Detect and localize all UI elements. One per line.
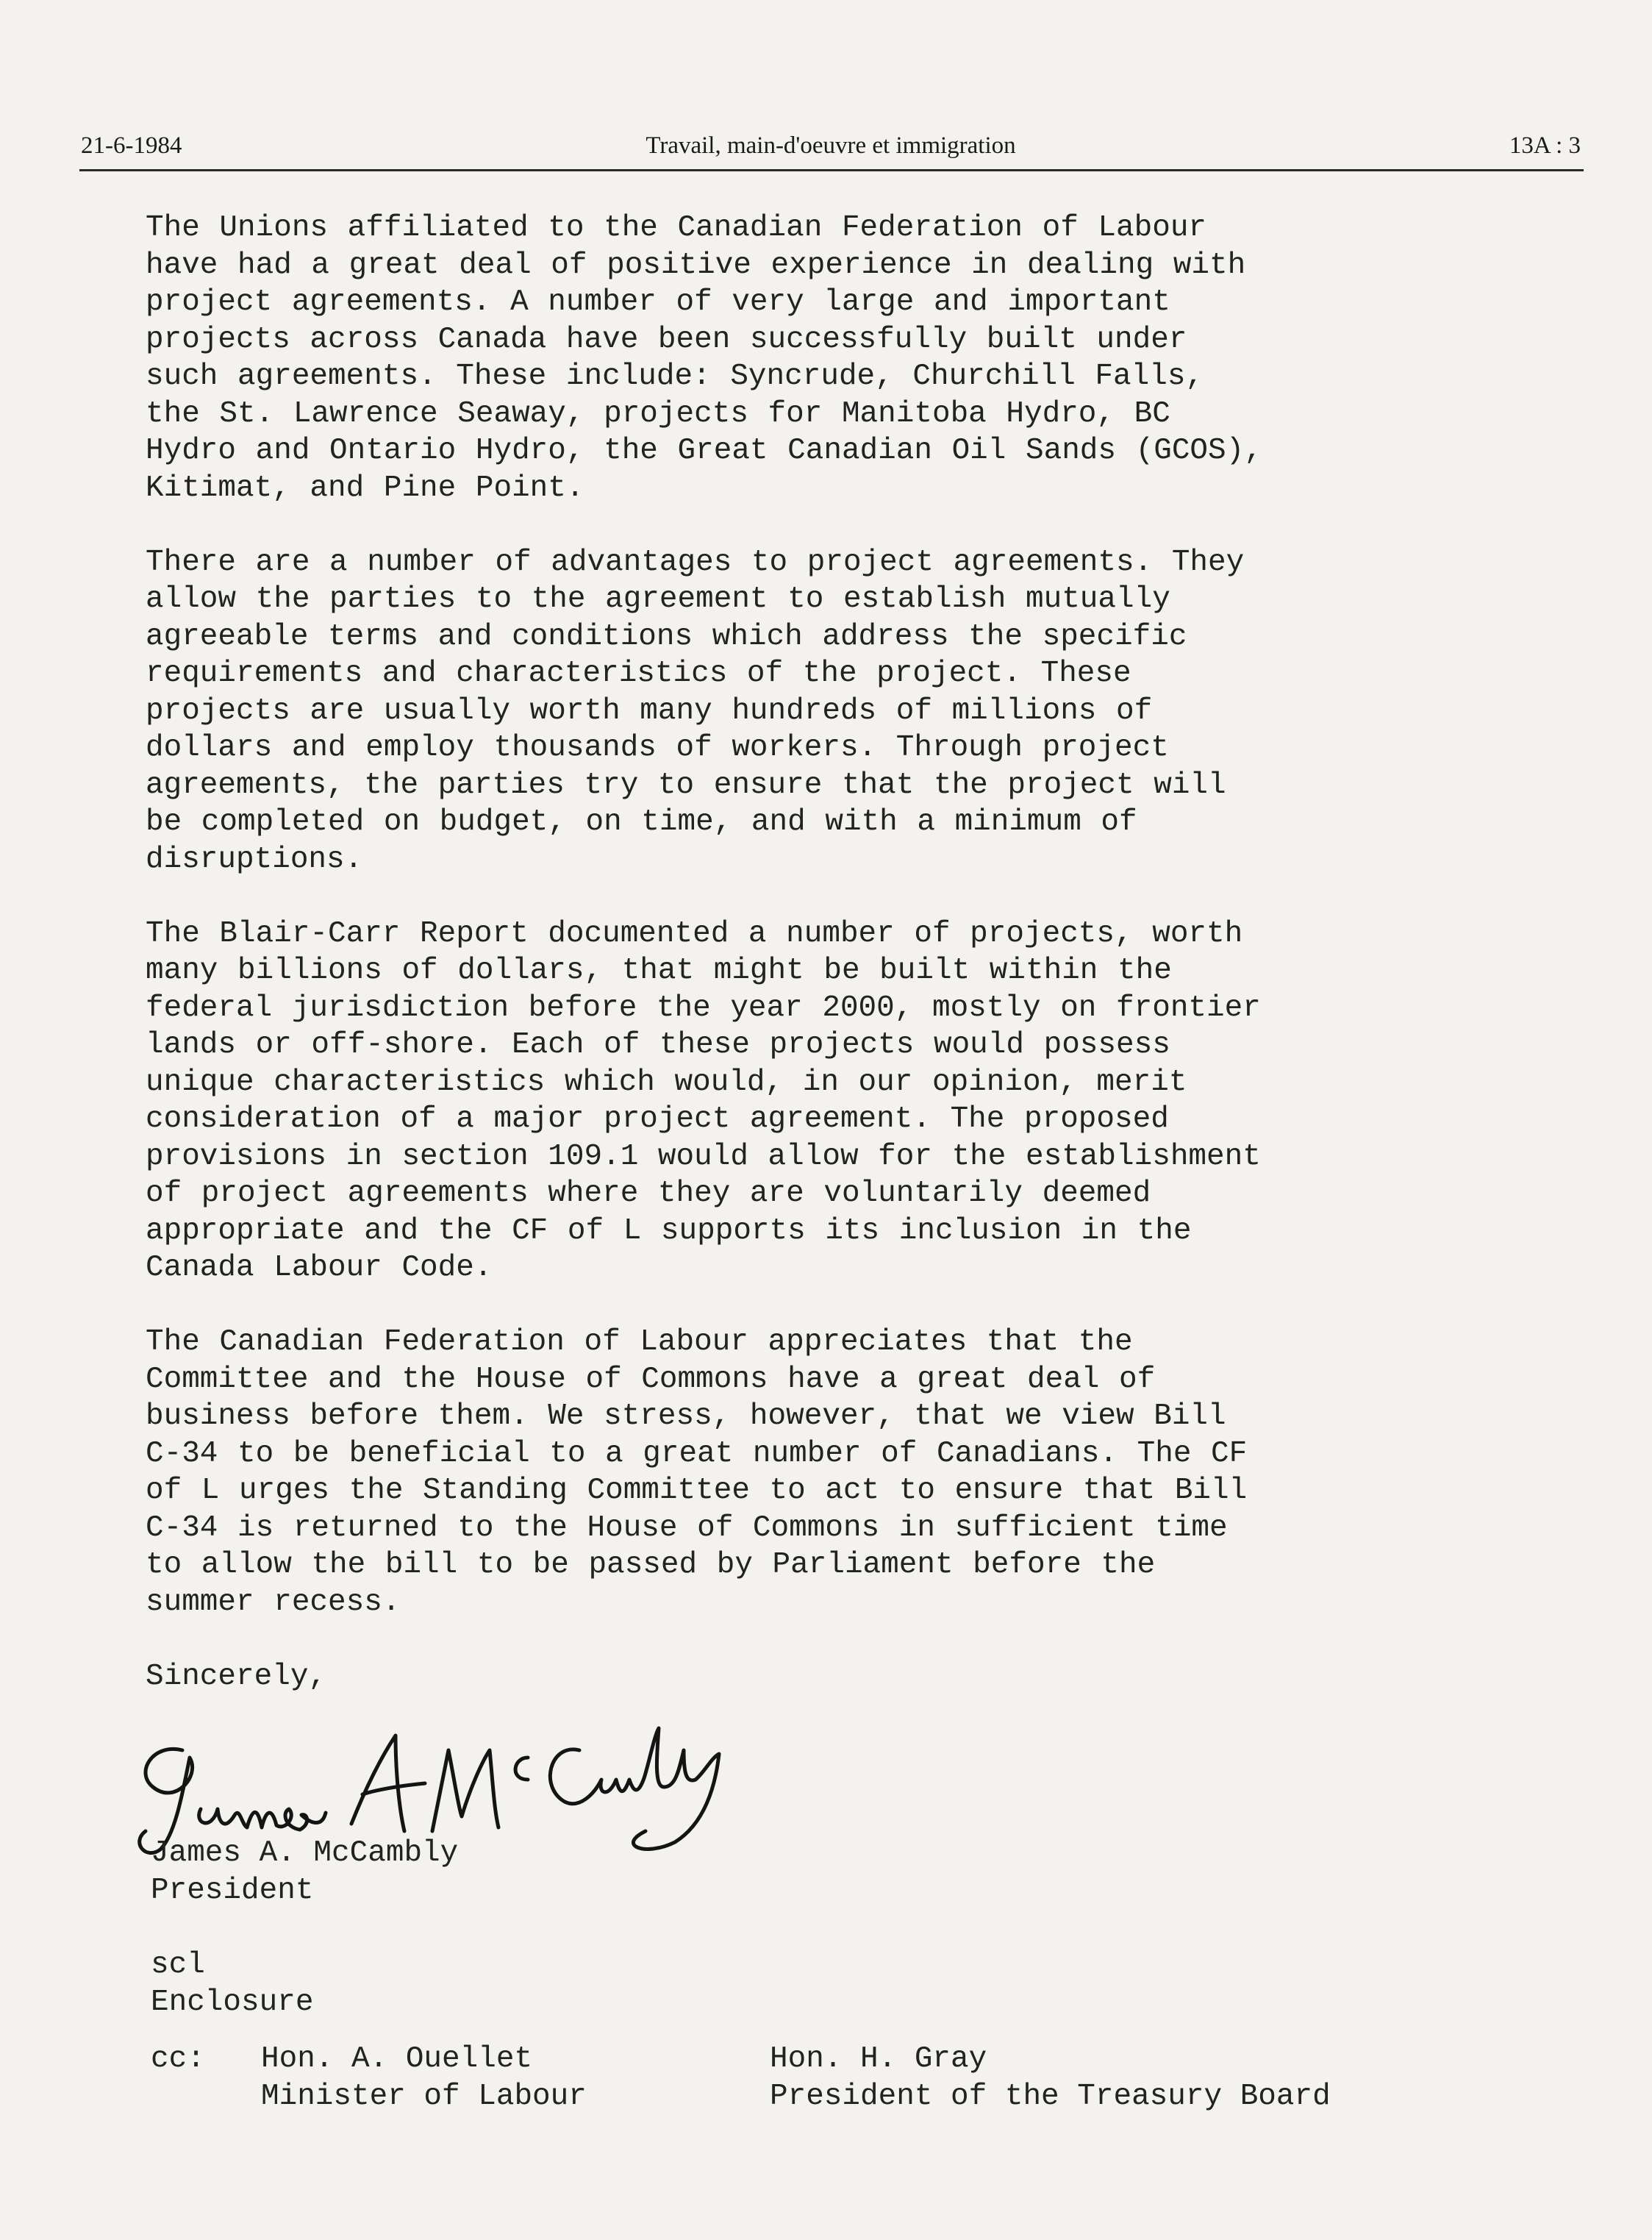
letter-paragraph-1: The Unions affiliated to the Canadian Federation of Labour have had a great deal of positive experience in dealing with project agreements. A number of very large and important projects across Canada have been successfully built under such agreements. These include: Syncrude, Churchill Falls, the St. Lawrence Seaway, projects for Manitoba Hydro, BC Hydro and Ontario Hydro, the Great Canadian Oil Sands (GCOS), Kitimat, and Pine Point. <box>146 211 1262 505</box>
cc-recipient-name: Hon. A. Ouellet <box>261 2042 533 2076</box>
page-header <box>81 132 1581 169</box>
signatory-title: President <box>151 1873 314 1908</box>
letter-paragraph-2: There are a number of advantages to project agreements. They allow the parties to the agreement to establish mutually agreeable terms and conditions which address the specific requirements and characteristics of the project. These projects are usually worth many hundreds of millions of dollars and employ thousands of workers. Through project agreements, the parties try to ensure that the project will be completed on budget, on time, and with a minimum of disruptions. <box>146 545 1245 877</box>
typist-initials: scl <box>151 1948 205 1982</box>
letter-closing: Sincerely, <box>146 1659 327 1694</box>
reference-block <box>151 1947 313 2021</box>
header-date: 21-6-1984 <box>81 132 182 159</box>
letter-paragraph-4: The Canadian Federation of Labour appreciates that the Committee and the House of Commons have a great deal of business before them. We stress, however, that we view Bill C-34 to be beneficial to a great number of Canadians. The CF of L urges the Standing Committee to act to ensure that Bill C-34 is returned to the House of Commons in sufficient time to allow the bill to be passed by Parliament before the summer recess. <box>146 1325 1248 1619</box>
cc-recipient-1 <box>261 2041 587 2115</box>
cc-recipient-role: Minister of Labour <box>261 2079 587 2114</box>
enclosure-note: Enclosure <box>151 1985 314 2019</box>
header-rule <box>79 169 1584 171</box>
cc-recipient-2 <box>770 2041 1331 2115</box>
signatory-name: James A. McCambly <box>151 1836 459 1870</box>
signatory-block <box>151 1835 458 1909</box>
cc-recipient-role: President of the Treasury Board <box>770 2079 1331 2114</box>
letter-body <box>146 210 1542 1695</box>
letter-paragraph-3: The Blair-Carr Report documented a number of projects, worth many billions of dollars, that might be built within the federal jurisdiction before the year 2000, mostly on frontier lands or off-shore. Each of these projects would possess unique characteristics which would, in our opinion, merit consideration of a major project agreement. The proposed provisions in section 109.1 would allow for the establishment of project agreements where they are voluntarily deemed appropriate and the CF of L supports its inclusion in the Canada Labour Code. <box>146 916 1261 1285</box>
cc-label: cc: <box>151 2042 205 2076</box>
header-title: Travail, main-d'oeuvre et immigration <box>646 132 1016 159</box>
cc-block <box>151 2041 1548 2122</box>
header-page-number: 13A : 3 <box>1509 132 1581 159</box>
cc-recipient-name: Hon. H. Gray <box>770 2042 987 2076</box>
